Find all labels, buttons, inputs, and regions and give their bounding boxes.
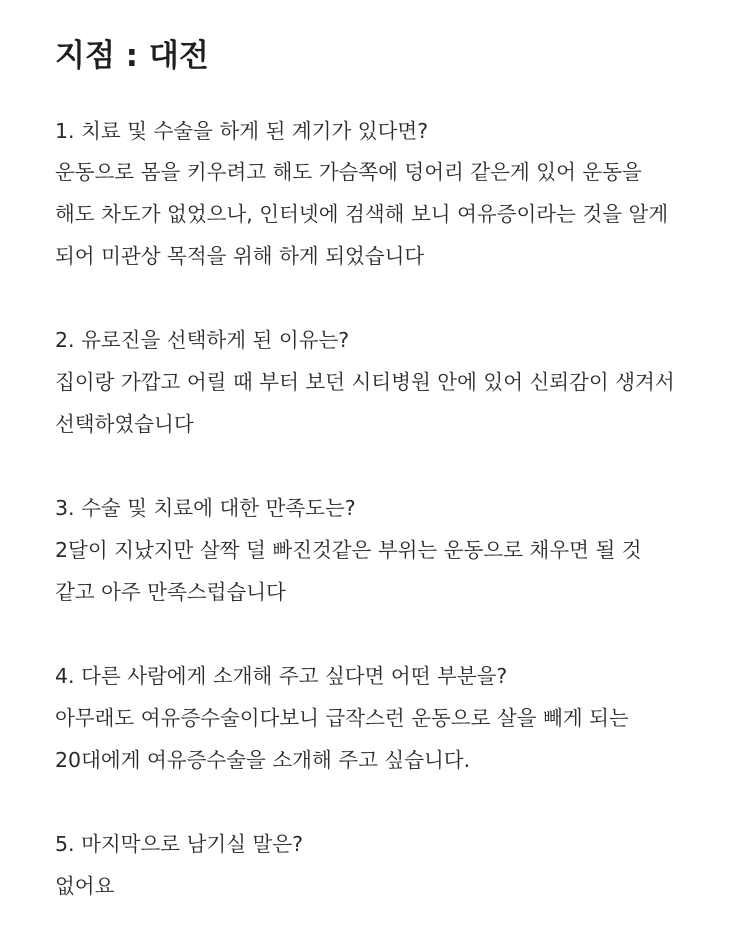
branch-title: 지점 : 대전 [55, 38, 209, 74]
question-5: 5. 마지막으로 남기실 말은? [55, 832, 304, 856]
answer-1-line-3: 되어 미관상 목적을 위해 하게 되었습니다 [55, 244, 425, 268]
answer-4-line-1: 아무래도 여유증수술이다보니 급작스런 운동으로 살을 빼게 되는 [55, 706, 629, 730]
answer-3-line-2: 같고 아주 만족스럽습니다 [55, 580, 286, 604]
question-1: 1. 치료 및 수술을 하게 된 계기가 있다면? [55, 119, 429, 143]
answer-2-line-2: 선택하였습니다 [55, 412, 194, 436]
answer-3-line-1: 2달이 지났지만 살짝 덜 빠진것같은 부위는 운동으로 채우면 될 것 [55, 538, 642, 562]
question-3: 3. 수술 및 치료에 대한 만족도는? [55, 496, 356, 520]
answer-1-line-1: 운동으로 몸을 키우려고 해도 가슴쪽에 덩어리 같은게 있어 운동을 [55, 160, 642, 184]
question-2: 2. 유로진을 선택하게 된 이유는? [55, 328, 350, 352]
answer-1-line-2: 해도 차도가 없었으나, 인터넷에 검색해 보니 여유증이라는 것을 알게 [55, 202, 669, 226]
question-4: 4. 다른 사람에게 소개해 주고 싶다면 어떤 부분을? [55, 664, 508, 688]
answer-4-line-2: 20대에게 여유증수술을 소개해 주고 싶습니다. [55, 748, 471, 772]
answer-2-line-1: 집이랑 가깝고 어릴 때 부터 보던 시티병원 안에 있어 신뢰감이 생겨서 [55, 370, 675, 394]
answer-5-line-1: 없어요 [55, 874, 115, 898]
